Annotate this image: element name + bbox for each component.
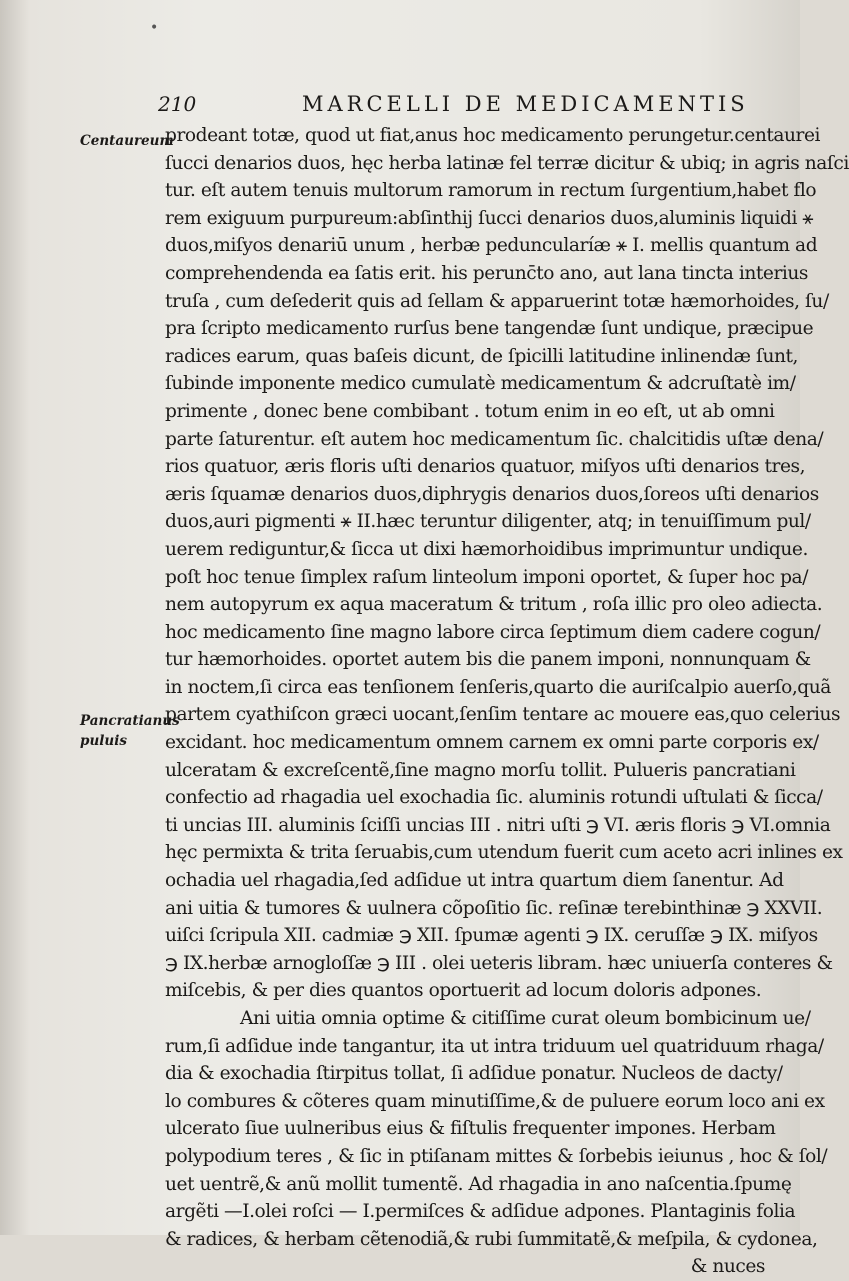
text-line: nem autopyrum ex aqua maceratum & tritum , roſa illic pro oleo adiecta. (165, 594, 823, 616)
text-line: pra ſcripto medicamento rurſus bene tangendæ ſunt undique, præcipue (165, 318, 814, 340)
text-line: duos,miſyos denariū unum , herbæ peduncularíæ ⚹ I. mellis quantum ad (165, 235, 818, 257)
page-speck: • (150, 20, 159, 36)
text-line: prodeant totæ, quod ut fiat,anus hoc medicamento perungetur.centaurei (165, 125, 821, 146)
text-line: polypodium teres , & ſic in ptiſanam mittes & ſorbebis ieiunus , hoc & ſol/ (165, 1145, 828, 1167)
text-line: excidant. hoc medicamentum omnem carnem ex omni parte corporis ex/ (165, 732, 819, 754)
text-line: poſt hoc tenue ſimplex raſum linteolum imponi oportet, & ſuper hoc pa/ (165, 566, 809, 588)
text-line: hęc permixta & trita ſeruabis,cum utendum fuerit cum aceto acri inlines ex (165, 842, 843, 864)
text-line: ulceratam & excreſcentẽ,ſine magno morſu tollit. Pulueris pancratiani (165, 759, 796, 781)
text-line: in noctem,ſi circa eas tenſionem ſenſeris,quarto die auriſcalpio auerſo,quã (165, 676, 831, 698)
text-line: uet uentrẽ,& anũ mollit tumentẽ. Ad rhagadia in ano naſcentia.ſpumę (165, 1173, 792, 1195)
margin-note-puluis: puluis (80, 733, 127, 749)
text-line: rem exiguum purpureum:abſinthij ſucci denarios duos,aluminis liquidi ⚹ (165, 207, 814, 229)
text-line: ti uncias III. aluminis ſciſſi uncias III . nitri uſti ℈ VI. æris floris ℈ VI.omnia (165, 814, 831, 836)
text-line: ulcerato ſiue uulneribus eius & fiſtulis frequenter impones. Herbam (165, 1118, 776, 1140)
text-line: tur hæmorhoides. oportet autem bis die panem imponi, nonnunquam & (165, 649, 811, 671)
text-line: dia & exochadia ſtirpitus tollat, ſi adſidue ponatur. Nucleos de dacty/ (165, 1063, 783, 1085)
text-line: miſcebis, & per dies quantos oportuerit ad locum doloris adpones. (165, 980, 762, 1002)
text-line: uiſci ſcripula XII. cadmiæ ℈ XII. ſpumæ agenti ℈ IX. ceruſſæ ℈ IX. miſyos (165, 925, 818, 947)
running-title: MARCELLI DE MEDICAMENTIS (302, 92, 749, 116)
text-line-paragraph-start: Ani uitia omnia optime & citiſſime curat oleum bombicinum ue/ (240, 1008, 811, 1029)
page-header (150, 92, 790, 122)
text-line: primente , donec bene combibant . totum enim in eo eſt, ut ab omni (165, 400, 775, 422)
text-line: radices earum, quas baſeis dicunt, de ſpicilli latitudine inlinendæ ſunt, (165, 345, 799, 367)
text-line: duos,auri pigmenti ⚹ II.hæc teruntur diligenter, atq; in tenuiſſimum pul/ (165, 511, 811, 533)
text-line: ℈ IX.herbæ arnogloſſæ ℈ III . olei ueteris libram. hæc uniuerſa conteres & (165, 952, 833, 974)
text-line: parte ſaturentur. eſt autem hoc medicamentum ſic. chalcitidis uſtæ dena/ (165, 428, 824, 450)
text-line: confectio ad rhagadia uel exochadia ſic. aluminis rotundi uſtulati & ſicca/ (165, 787, 823, 809)
text-line: truſa , cum deſederit quis ad ſellam & apparuerint totæ hæmorhoides, ſu/ (165, 290, 829, 312)
text-line: comprehendenda ea ſatis erit. his perunc̄to ano, aut lana tincta interius (165, 262, 808, 284)
catchword: & nuces (690, 1256, 765, 1278)
folio-number: 210 (158, 92, 197, 116)
text-line: partem cyathiſcon græci uocant,ſenſim tentare ac mouere eas,quo celerius (165, 704, 841, 726)
text-line: uerem rediguntur,& ſicca ut dixi hæmorhoidibus imprimuntur undique. (165, 538, 808, 560)
text-line: tur. eſt autem tenuis multorum ramorum in rectum ſurgentium,habet flo (165, 180, 817, 202)
text-line: rios quatuor, æris floris uſti denarios quatuor, miſyos uſti denarios tres, (165, 456, 806, 478)
text-line: ſubinde imponente medico cumulatè medicamentum & adcruſtatè im/ (165, 373, 796, 395)
text-line: ochadia uel rhagadia,ſed adſidue ut intra quartum diem ſanentur. Ad (165, 870, 784, 892)
margin-note-pancratianus: Pancratianus (80, 713, 180, 729)
text-line: rum,ſi adſidue inde tangantur, ita ut intra triduum uel quatriduum rhaga/ (165, 1035, 824, 1057)
text-line: lo combures & cõteres quam minutiſſime,& de puluere eorum loco ani ex (165, 1090, 825, 1112)
text-line: argẽti —I.olei roſci — I.permiſces & adſidue adpones. Plantaginis folia (165, 1201, 796, 1223)
text-line: & radices, & herbam cẽtenodiã,& rubi ſummitatẽ,& meſpila, & cydonea, (165, 1228, 818, 1250)
margin-note-centaureum: Centaureum (80, 133, 174, 149)
text-line: ani uitia & tumores & uulnera cõpoſitio ſic. reſinæ terebinthinæ ℈ XXVII. (165, 897, 823, 919)
body-text (165, 122, 849, 1281)
text-line: ſucci denarios duos, hęc herba latinæ fel terræ dicitur & ubiq; in agris naſci (165, 152, 849, 174)
text-line: æris ſquamæ denarios duos,diphrygis denarios duos,ſoreos uſti denarios (165, 483, 819, 505)
text-line: hoc medicamento ſine magno labore circa ſeptimum diem cadere cogun/ (165, 621, 821, 643)
